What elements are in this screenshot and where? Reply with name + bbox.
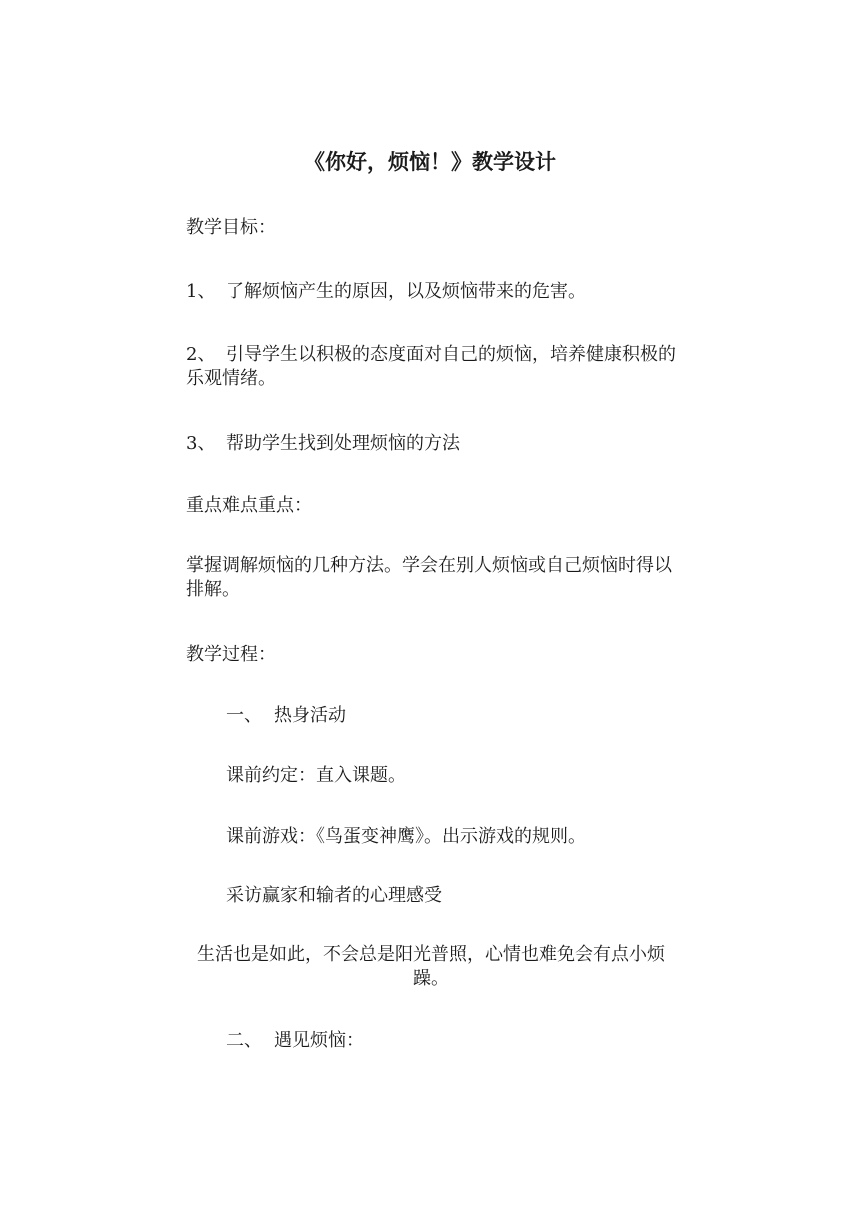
- section-text: 热身活动: [274, 705, 346, 726]
- objective-text: 引导学生以积极的态度面对自己的烦恼，培养健康积极的乐观情绪。: [186, 344, 676, 389]
- process-heading: 教学过程：: [186, 644, 276, 665]
- key-points-heading: 重点难点重点：: [186, 495, 312, 516]
- objective-number: 1、: [186, 281, 216, 302]
- objective-item-1: [186, 281, 586, 303]
- section-heading-2: [226, 1030, 364, 1052]
- section-number: 二、: [226, 1030, 262, 1051]
- objective-text: 了解烦恼产生的原因，以及烦恼带来的危害。: [226, 281, 586, 302]
- summary-paragraph: 生活也是如此，不会总是阳光普照，心情也难免会有点小烦躁。: [197, 944, 665, 989]
- objective-item-2: [186, 343, 686, 391]
- objective-number: 3、: [186, 433, 216, 454]
- objective-number: 2、: [186, 344, 216, 365]
- section-heading-1: [226, 705, 346, 727]
- objectives-heading: 教学目标：: [186, 217, 276, 238]
- section-number: 一、: [226, 705, 262, 726]
- process-step-2: 课前游戏：《鸟蛋变神鹰》。出示游戏的规则。: [226, 826, 586, 847]
- process-step-1: 课前约定：直入课题。: [226, 765, 406, 786]
- objective-item-3: [186, 433, 460, 455]
- section-text: 遇见烦恼：: [274, 1030, 364, 1051]
- objective-text: 帮助学生找到处理烦恼的方法: [226, 433, 460, 454]
- document-title: 《你好，烦恼！》教学设计: [304, 149, 556, 174]
- process-step-3: 采访赢家和输者的心理感受: [226, 885, 442, 906]
- key-points-text: 掌握调解烦恼的几种方法。学会在别人烦恼或自己烦恼时得以排解。: [186, 555, 672, 600]
